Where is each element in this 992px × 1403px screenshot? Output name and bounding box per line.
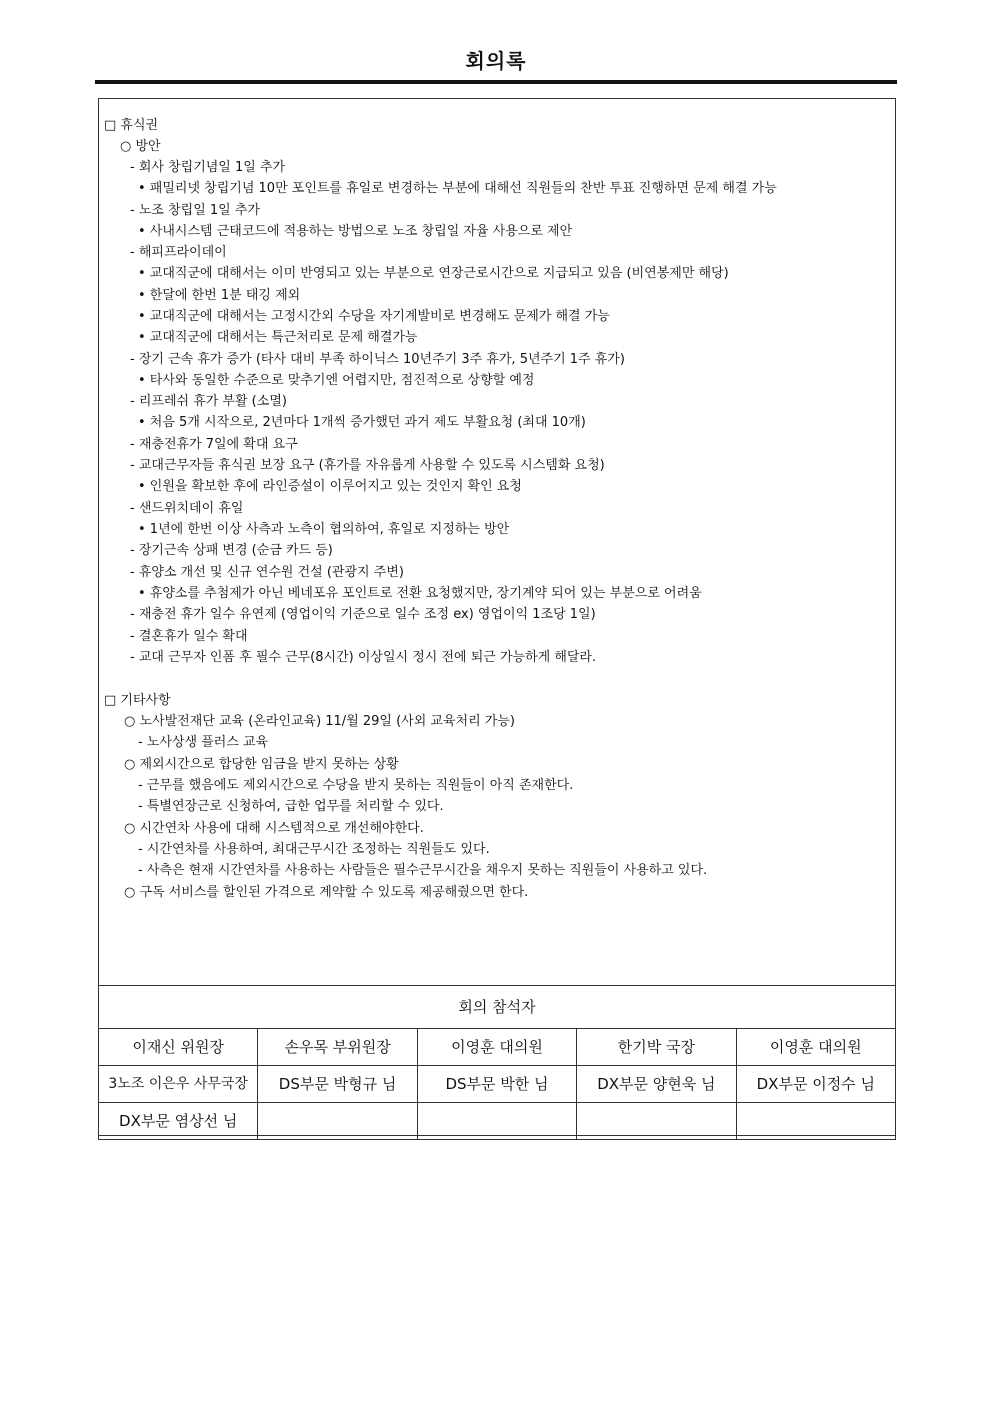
list-item: • 타사와 동일한 수준으로 맞추기엔 어렵지만, 점진적으로 상향할 예정 bbox=[138, 373, 535, 388]
list-item: - 노조 창립일 1일 추가 bbox=[130, 203, 260, 218]
list-item: ○ 노사발전재단 교육 (온라인교육) 11/월 29일 (사외 교육처리 가능) bbox=[124, 714, 515, 729]
attendee-cell: DX부문 염상선 님 bbox=[99, 1103, 258, 1140]
attendee-cell bbox=[736, 1103, 895, 1140]
list-item: • 처음 5개 시작으로, 2년마다 1개씩 증가했던 과거 제도 부활요청 (최대 10개) bbox=[138, 415, 586, 430]
list-item: ○ 구독 서비스를 할인된 가격으로 계약할 수 있도록 제공해줬으면 한다. bbox=[124, 885, 529, 900]
list-item: - 해피프라이데이 bbox=[130, 245, 227, 260]
section-heading-rest: □ 휴식권 bbox=[104, 118, 159, 133]
section-heading-etc: □ 기타사항 bbox=[104, 693, 171, 708]
attendee-cell: DX부문 이정수 님 bbox=[736, 1066, 895, 1103]
attendee-cell: DX부문 양현욱 님 bbox=[577, 1066, 736, 1103]
attendee-cell bbox=[258, 1103, 417, 1140]
attendees-table bbox=[98, 1028, 896, 1140]
list-item: - 재충전 휴가 일수 유연제 (영업이익 기준으로 일수 조정 ex) 영업이익 1조당 1일) bbox=[130, 607, 596, 622]
attendee-cell: 손우목 부위원장 bbox=[258, 1029, 417, 1066]
list-item: - 장기근속 상패 변경 (순금 카드 등) bbox=[130, 543, 333, 558]
list-item: - 결혼휴가 일수 확대 bbox=[130, 629, 248, 644]
table-row bbox=[99, 1066, 896, 1103]
attendee-cell bbox=[577, 1103, 736, 1140]
list-item: • 패밀리넷 창립기념 10만 포인트를 휴일로 변경하는 부분에 대해선 직원들의 찬반 투표 진행하면 문제 해결 가능 bbox=[138, 181, 777, 196]
attendee-cell: 한기박 국장 bbox=[577, 1029, 736, 1066]
list-item: • 교대직군에 대해서는 고정시간외 수당을 자기계발비로 변경해도 문제가 해결 가능 bbox=[138, 309, 610, 324]
list-item: • 한달에 한번 1분 태깅 제외 bbox=[138, 288, 301, 303]
list-item: - 시간연차를 사용하여, 최대근무시간 조정하는 직원들도 있다. bbox=[138, 842, 490, 857]
attendees-title: 회의 참석자 bbox=[458, 998, 536, 1016]
list-item: • 교대직군에 대해서는 특근처리로 문제 해결가능 bbox=[138, 330, 418, 345]
list-item: • 인원을 확보한 후에 라인증설이 이루어지고 있는 것인지 확인 요청 bbox=[138, 479, 522, 494]
attendee-cell: 이영훈 대의원 bbox=[417, 1029, 576, 1066]
attendee-cell: 이영훈 대의원 bbox=[736, 1029, 895, 1066]
list-item: ○ 제외시간으로 합당한 임금을 받지 못하는 상황 bbox=[124, 757, 399, 772]
list-item: • 휴양소를 추첨제가 아닌 베네포유 포인트로 전환 요청했지만, 장기계약 되어 있는 부분으로 어려움 bbox=[138, 586, 702, 601]
table-row bbox=[99, 1029, 896, 1066]
list-item: - 교대 근무자 인폼 후 필수 근무(8시간) 이상일시 정시 전에 퇴근 가능하게 해달라. bbox=[130, 650, 597, 665]
attendee-cell: DS부문 박한 님 bbox=[417, 1066, 576, 1103]
list-item: • 사내시스템 근태코드에 적용하는 방법으로 노조 창립일 자율 사용으로 제안 bbox=[138, 224, 573, 239]
list-item: - 사측은 현재 시간연차를 사용하는 사람들은 필수근무시간을 채우지 못하는 직원들이 사용하고 있다. bbox=[138, 863, 708, 878]
list-item: - 재충전휴가 7일에 확대 요구 bbox=[130, 437, 298, 452]
list-item: - 휴양소 개선 및 신규 연수원 건설 (관광지 주변) bbox=[130, 565, 404, 580]
list-item: ○ 시간연차 사용에 대해 시스템적으로 개선해야한다. bbox=[124, 821, 424, 836]
attendee-cell: 3노조 이은우 사무국장 bbox=[99, 1066, 258, 1103]
attendee-cell: DS부문 박형규 님 bbox=[258, 1066, 417, 1103]
list-item: - 장기 근속 휴가 증가 (타사 대비 부족 하이닉스 10년주기 3주 휴가, 5년주기 1주 휴가) bbox=[130, 352, 625, 367]
attendee-cell bbox=[417, 1103, 576, 1140]
list-item: - 교대근무자들 휴식권 보장 요구 (휴가를 자유롭게 사용할 수 있도록 시스템화 요청) bbox=[130, 458, 605, 473]
list-item: • 교대직군에 대해서는 이미 반영되고 있는 부분으로 연장근로시간으로 지급되고 있음 (비연봉제만 해당) bbox=[138, 266, 729, 281]
table-row bbox=[99, 1103, 896, 1140]
list-item: - 샌드위치데이 휴일 bbox=[130, 501, 244, 516]
attendees-separator bbox=[98, 985, 896, 986]
list-item: - 노사상생 플러스 교육 bbox=[138, 735, 269, 750]
list-item: - 회사 창립기념일 1일 추가 bbox=[130, 160, 286, 175]
document-title: 회의록 bbox=[465, 49, 527, 73]
list-item: - 특별연장근로 신청하여, 급한 업무를 처리할 수 있다. bbox=[138, 799, 444, 814]
list-item: • 1년에 한번 이상 사측과 노측이 협의하여, 휴일로 지정하는 방안 bbox=[138, 522, 510, 537]
list-item: - 근무를 했음에도 제외시간으로 수당을 받지 못하는 직원들이 아직 존재한다. bbox=[138, 778, 574, 793]
title-rule bbox=[95, 80, 897, 84]
list-item: - 리프레쉬 휴가 부활 (소멸) bbox=[130, 394, 287, 409]
sub-heading-plan: ○ 방안 bbox=[120, 139, 161, 154]
attendee-cell: 이재신 위원장 bbox=[99, 1029, 258, 1066]
